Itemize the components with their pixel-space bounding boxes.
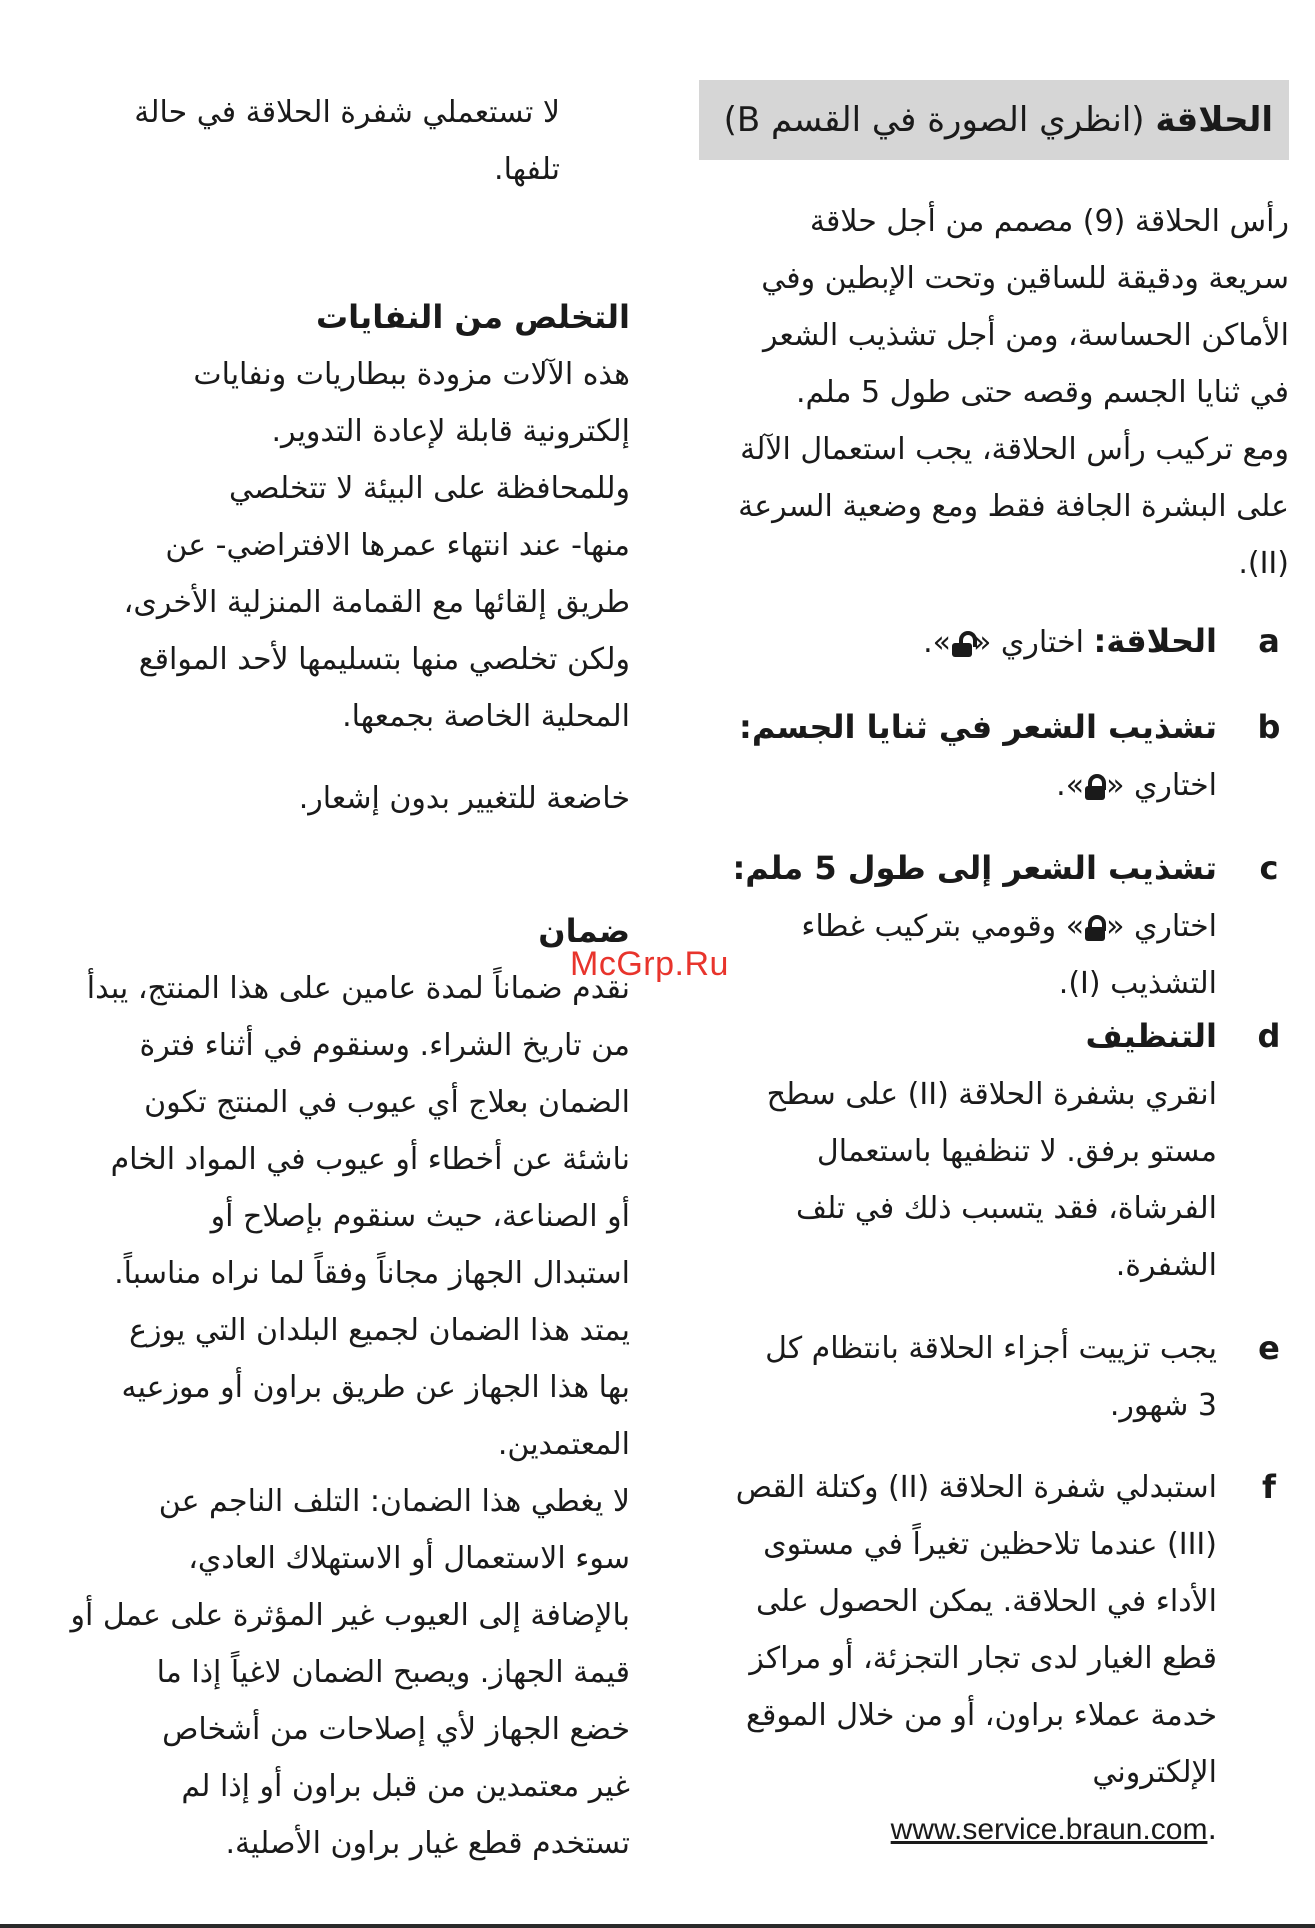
disposal-text: هذه الآلات مزودة ببطاريات ونفايات إلكترونية قابلة لإعادة التدوير. وللمحافظة على البيئة لا تتخلصي منها- عند انتهاء عمرها الافتراضي- عن طريق إلقائها مع القمامة المنزلية الأخرى، ولكن تخلصي منها بتسليمها لأحد المواقع المحلية الخاصة بجمعها. bbox=[123, 357, 630, 734]
section-header-title: الحلاقة bbox=[1155, 100, 1273, 140]
step-text: استبدلي شفرة الحلاقة (II) وكتلة القص (III) عندما تلاحظين تغيراً في مستوى الأداء في الحلاقة. يمكن الحصول على قطع الغيار لدى تجار التجزئة، أو مراكز خدمة عملاء براون، أو من خلال الموقع الإلكتروني bbox=[735, 1470, 1217, 1790]
page-bottom-rule bbox=[0, 1924, 1315, 1928]
step-title: التنظيف bbox=[1085, 1017, 1217, 1055]
step-text: انقري بشفرة الحلاقة (II) على سطح مستو برفق. لا تنظفيها باستعمال الفرشاة، فقد يتسبب ذلك في تلف الشفرة. bbox=[766, 1077, 1217, 1283]
step-letter: f bbox=[1262, 1468, 1276, 1506]
step-title: الحلاقة: bbox=[1093, 622, 1217, 660]
service-website-link[interactable]: www.service.braun.com bbox=[890, 1813, 1208, 1846]
warranty-heading: ضمان bbox=[538, 912, 630, 950]
change-notice: خاضعة للتغيير بدون إشعار. bbox=[298, 781, 630, 816]
blade-warning: لا تستعملي شفرة الحلاقة في حالة تلفها. bbox=[134, 95, 560, 187]
step-letter: d bbox=[1257, 1017, 1281, 1055]
link-suffix: . bbox=[1207, 1812, 1217, 1847]
step-text: يجب تزييت أجزاء الحلاقة بانتظام كل 3 شهور. bbox=[765, 1331, 1217, 1423]
warranty-text: نقدم ضماناً لمدة عامين على هذا المنتج، يبدأ من تاريخ الشراء. وسنقوم في أثناء فترة الضمان بعلاج أي عيوب في المنتج تكون ناشئة عن أخطاء أو عيوب في المواد الخام أو الصناعة، حيث سنقوم بإصلاح أو استبدال الجهاز مجاناً وفقاً لما نراه مناسباً. يمتد هذا الضمان لجميع البلدان التي يوزع بها هذا الجهاز عن طريق براون أو موزعيه المعتمدين. لا يغطي هذا الضمان: التلف الناجم عن سوء الاستعمال أو الاستهلاك العادي، بالإضافة إلى العيوب غير المؤثرة على عمل أو قيمة الجهاز. ويصبح الضمان لاغياً إذا ما خضع الجهاز لأي إصلاحات من أشخاص غير معتمدين من قبل براون أو إذا لم تستخدم قطع غيار براون الأصلية. bbox=[70, 971, 630, 1861]
step-letter: c bbox=[1259, 849, 1279, 887]
disposal-heading: التخلص من النفايات bbox=[316, 298, 630, 336]
section-header-subtitle: (انظري الصورة في القسم B) bbox=[723, 100, 1156, 140]
step-title: تشذيب الشعر إلى طول 5 ملم: bbox=[732, 849, 1217, 887]
step-letter: a bbox=[1258, 622, 1280, 660]
unlocked-lock-icon bbox=[951, 631, 973, 657]
step-letter: e bbox=[1258, 1329, 1280, 1367]
step-title: تشذيب الشعر في ثنايا الجسم: bbox=[739, 708, 1217, 746]
locked-lock-icon bbox=[1084, 915, 1106, 941]
shaving-intro: رأس الحلاقة (9) مصمم من أجل حلاقة سريعة ودقيقة للساقين وتحت الإبطين وفي الأماكن الحساسة، ومن أجل تشذيب الشعر في ثنايا الجسم وقصه حتى طول 5 ملم. ومع تركيب رأس الحلاقة، يجب استعمال الآلة على البشرة الجافة فقط ومع وضعية السرعة (II). bbox=[738, 204, 1289, 581]
step-letter: b bbox=[1257, 708, 1281, 746]
locked-lock-icon bbox=[1084, 774, 1106, 800]
section-header-shaving bbox=[699, 80, 1289, 160]
watermark: McGrp.Ru bbox=[570, 945, 729, 983]
